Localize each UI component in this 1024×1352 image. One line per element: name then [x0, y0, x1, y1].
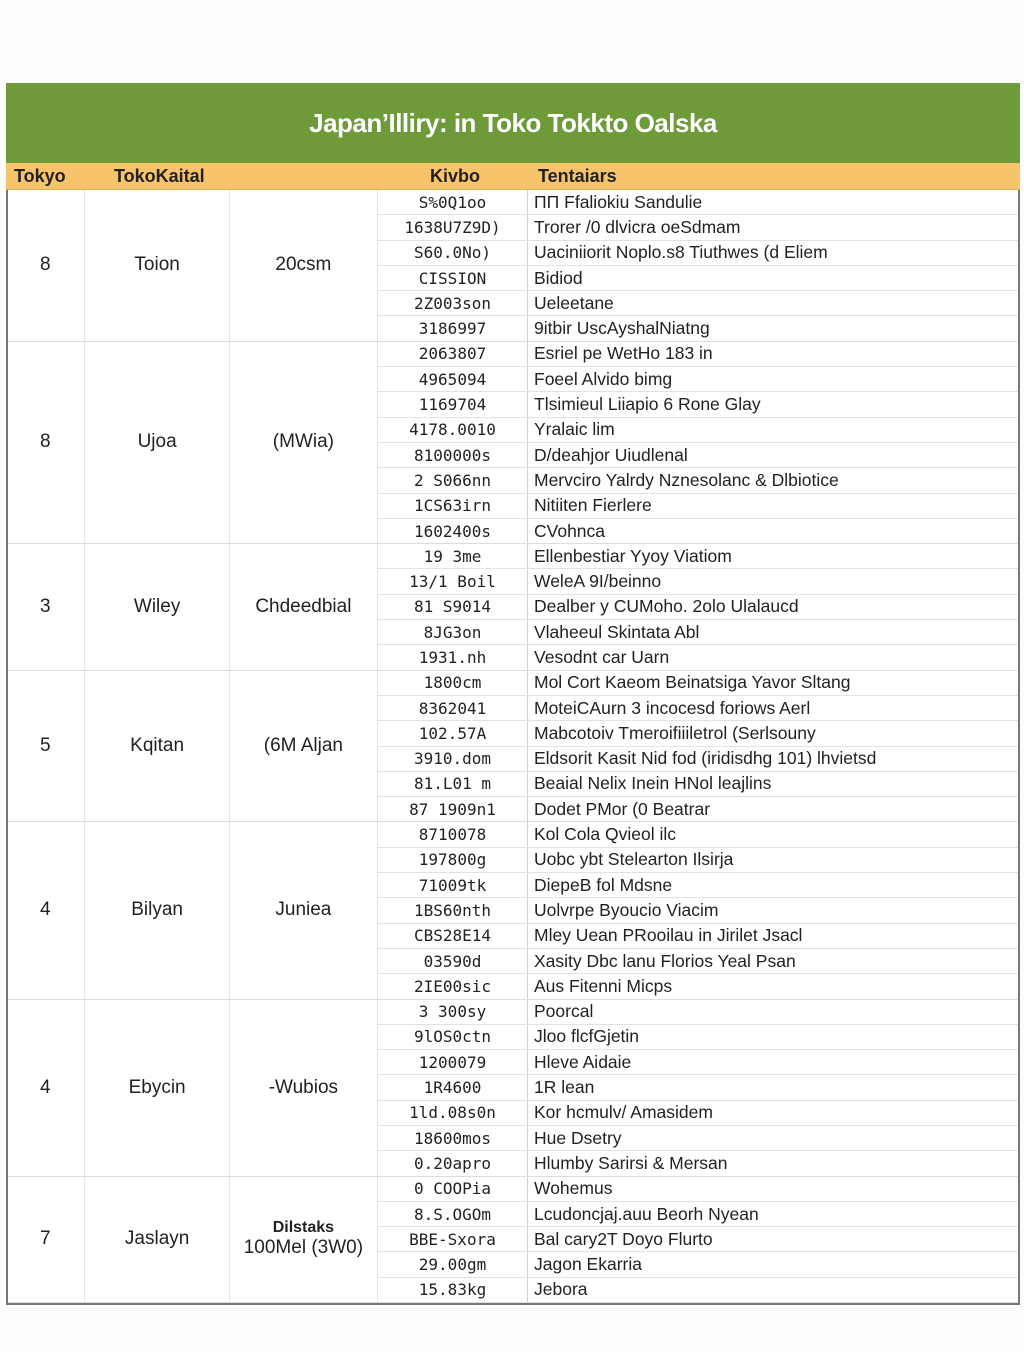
table-row: [378, 645, 1018, 669]
category-label: 20csm: [275, 254, 332, 276]
table-row: [378, 418, 1018, 443]
value-cell[interactable]: 1ld.08s0n: [378, 1101, 528, 1125]
group-id-cell[interactable]: 7: [8, 1177, 85, 1302]
value-cell[interactable]: 1602400s: [378, 519, 528, 543]
column-header-2[interactable]: TokoKaital: [114, 165, 205, 186]
value-cell[interactable]: 1638U7Z9D): [378, 215, 528, 239]
description-cell[interactable]: Ueleetane: [534, 292, 614, 313]
value-cell[interactable]: 2 S066nn: [378, 468, 528, 492]
value-cell[interactable]: 81 S9014: [378, 595, 528, 619]
group-id-cell[interactable]: 8: [8, 190, 85, 341]
description-cell[interactable]: Vesodnt car Uarn: [534, 646, 670, 667]
column-header-4[interactable]: Kivbo: [429, 165, 480, 186]
value-cell[interactable]: 29.00gm: [378, 1252, 528, 1276]
table-row: [378, 898, 1018, 923]
table-row: [378, 266, 1018, 291]
value-cell[interactable]: 8JG3on: [378, 620, 528, 644]
row-group: [8, 822, 1018, 999]
table-row: [378, 367, 1018, 392]
description-cell[interactable]: Esriel pe WetHo 183 in: [534, 343, 713, 364]
table-row: [378, 316, 1018, 340]
description-cell[interactable]: Mabcotoiv Tmeroifiiiletrol (Serlsouny: [534, 722, 816, 743]
group-category-cell[interactable]: [230, 1177, 378, 1302]
group-id-cell[interactable]: 8: [8, 342, 85, 543]
description-cell[interactable]: 9itbir UscAyshalNiatng: [534, 318, 710, 339]
value-cell[interactable]: S60.0No): [378, 241, 528, 265]
table-row: [378, 215, 1018, 240]
table-row: [378, 569, 1018, 594]
value-cell[interactable]: 15.83kg: [378, 1278, 528, 1302]
value-cell[interactable]: CISSION: [378, 266, 528, 290]
value-cell[interactable]: 0.20apro: [378, 1151, 528, 1175]
description-cell[interactable]: Aus Fitenni Micps: [534, 975, 673, 996]
table-row: [378, 1126, 1018, 1151]
table-row: [378, 241, 1018, 266]
group-id-cell[interactable]: 4: [8, 1000, 85, 1176]
description-cell[interactable]: Nitiiten Fierlere: [534, 495, 652, 516]
row-group: [8, 342, 1018, 544]
table-row: [378, 696, 1018, 721]
group-name-cell[interactable]: Kqitan: [85, 671, 229, 822]
table-row: [378, 924, 1018, 949]
group-name-cell[interactable]: Ebycin: [85, 1000, 229, 1176]
sub-rows: [378, 544, 1018, 669]
table-row: [378, 443, 1018, 468]
description-cell[interactable]: Dodet PMor (0 Beatrar: [534, 798, 711, 819]
row-group: [8, 190, 1018, 342]
value-cell[interactable]: BBE-Sxora: [378, 1227, 528, 1251]
value-cell[interactable]: CBS28E14: [378, 924, 528, 948]
category-label: Juniea: [275, 899, 332, 921]
description-cell[interactable]: Foeel Alvido bimg: [534, 368, 673, 389]
table-row: [378, 1050, 1018, 1075]
category-label: (MWia): [272, 431, 334, 453]
group-id-cell[interactable]: 4: [8, 822, 85, 998]
table-row: [378, 822, 1018, 847]
table-row: [378, 949, 1018, 974]
description-cell[interactable]: Mervciro Yalrdy Nznesolanc & Dlbiotice: [534, 469, 839, 490]
table-row: [378, 772, 1018, 797]
description-cell[interactable]: Bal cary2T Doyo Flurto: [534, 1228, 713, 1249]
group-name-cell[interactable]: Jaslayn: [85, 1177, 229, 1302]
description-cell[interactable]: Beaial Nelix Inein HNol leajlins: [534, 773, 772, 794]
table-row: [378, 747, 1018, 772]
description-cell[interactable]: Tlsimieul Liiapio 6 Rone Glay: [534, 394, 761, 415]
category-label: (6M Aljan: [263, 735, 343, 757]
table-row: [378, 494, 1018, 519]
description-cell[interactable]: Uobc ybt Stelearton Ilsirja: [534, 849, 734, 870]
group-category-cell[interactable]: [230, 342, 378, 543]
table-row: [378, 1000, 1018, 1025]
description-cell[interactable]: Poorcal: [534, 1001, 594, 1022]
description-cell[interactable]: Dealber y CUMoho. 2olo Ulalaucd: [534, 596, 799, 617]
value-cell[interactable]: 71009tk: [378, 873, 528, 897]
table-row: [378, 1202, 1018, 1227]
value-cell[interactable]: 2IE00sic: [378, 974, 528, 998]
description-cell[interactable]: Hue Dsetry: [534, 1127, 622, 1148]
value-cell[interactable]: 8362041: [378, 696, 528, 720]
value-cell[interactable]: 1200079: [378, 1050, 528, 1074]
table-row: [378, 291, 1018, 316]
description-cell[interactable]: CVohnca: [534, 520, 606, 541]
group-category-cell[interactable]: [230, 822, 378, 998]
row-group: [8, 1177, 1018, 1303]
value-cell[interactable]: 1R4600: [378, 1075, 528, 1099]
table-row: [378, 595, 1018, 620]
description-cell[interactable]: Uaciniiorit Noplo.s8 Tiuthwes (d Eliem: [534, 242, 828, 263]
group-name-cell[interactable]: Ujoa: [85, 342, 229, 543]
value-cell[interactable]: 1BS60nth: [378, 898, 528, 922]
value-cell[interactable]: 4178.0010: [378, 418, 528, 442]
table-row: [378, 671, 1018, 696]
description-cell[interactable]: DiepeB fol Mdsne: [534, 874, 673, 895]
description-cell[interactable]: Mol Cort Kaeom Beinatsiga Yavor Sltang: [534, 672, 851, 693]
description-cell[interactable]: Trorer /0 dlvicra oeSdmam: [534, 216, 741, 237]
value-cell[interactable]: 2Z003son: [378, 291, 528, 315]
description-cell[interactable]: Eldsorit Kasit Nid fod (iridisdhg 101) lhvietsd: [534, 748, 877, 769]
group-name-cell[interactable]: Bilyan: [85, 822, 229, 998]
table-row: [378, 1101, 1018, 1126]
table-row: [378, 1278, 1018, 1302]
value-cell[interactable]: 1CS63irn: [378, 494, 528, 518]
group-id-cell[interactable]: 3: [8, 544, 85, 669]
category-label: Chdeedbial: [255, 595, 352, 617]
value-cell[interactable]: 1169704: [378, 392, 528, 416]
group-name-cell[interactable]: Toion: [85, 190, 229, 341]
value-cell[interactable]: 18600mos: [378, 1126, 528, 1150]
description-cell[interactable]: Kor hcmulv/ Amasidem: [534, 1102, 713, 1123]
group-category-cell[interactable]: [230, 544, 378, 669]
value-cell[interactable]: 3186997: [378, 316, 528, 340]
table-body: [6, 190, 1020, 1305]
value-cell[interactable]: 1800cm: [378, 671, 528, 695]
description-cell[interactable]: Lcudoncjaj.auu Beorh Nyean: [534, 1203, 759, 1224]
description-cell[interactable]: Wohemus: [534, 1178, 613, 1199]
column-header-1[interactable]: Tokyo: [14, 165, 66, 186]
table-row: [378, 1227, 1018, 1252]
table-row: [378, 519, 1018, 543]
description-cell[interactable]: ΠΠ Ffaliokiu Sandulie: [534, 191, 703, 212]
table-row: [378, 1025, 1018, 1050]
value-cell[interactable]: 3 300sy: [378, 1000, 528, 1024]
sub-rows: [378, 822, 1018, 998]
value-cell[interactable]: 8.S.OGOm: [378, 1202, 528, 1226]
value-cell[interactable]: 8710078: [378, 822, 528, 846]
description-cell[interactable]: Vlaheeul Skintata Abl: [534, 621, 700, 642]
column-header-row: [6, 163, 1020, 190]
table-row: [378, 1177, 1018, 1202]
category-label: -Wubios: [268, 1076, 339, 1098]
page-title: Japan’Illiry: in Toko Tokkto Oalska: [309, 107, 717, 138]
description-cell[interactable]: Jloo flcfGjetin: [534, 1026, 640, 1047]
description-cell[interactable]: Xasity Dbc lanu Florios Yeal Psan: [534, 950, 796, 971]
description-cell[interactable]: Bidiod: [534, 267, 583, 288]
table-row: [378, 544, 1018, 569]
description-cell[interactable]: Yralaic lim: [534, 419, 615, 440]
table-row: [378, 974, 1018, 998]
table-row: [378, 1252, 1018, 1277]
value-cell[interactable]: 102.57A: [378, 721, 528, 745]
description-cell[interactable]: Mley Uean PRooilau in Jirilet Jsacl: [534, 925, 803, 946]
value-cell[interactable]: 9lOS0ctn: [378, 1025, 528, 1049]
description-cell[interactable]: Jebora: [534, 1279, 588, 1300]
group-category-cell[interactable]: [230, 671, 378, 822]
table-row: [378, 721, 1018, 746]
value-cell[interactable]: 81.L01 m: [378, 772, 528, 796]
table-row: [378, 873, 1018, 898]
value-cell[interactable]: S%0Q1oo: [378, 190, 528, 214]
category-label: 100Mel (3W0): [243, 1237, 364, 1259]
group-category-cell[interactable]: [230, 1000, 378, 1176]
sub-rows: [378, 342, 1018, 543]
row-group: [8, 671, 1018, 823]
table-row: [378, 392, 1018, 417]
table-row: [378, 468, 1018, 493]
value-cell[interactable]: 0 COOPia: [378, 1177, 528, 1201]
table-row: [378, 190, 1018, 215]
row-group: [8, 1000, 1018, 1177]
table-row: [378, 342, 1018, 367]
group-id-cell[interactable]: 5: [8, 671, 85, 822]
table-row: [378, 1151, 1018, 1175]
description-cell[interactable]: Kol Cola Qvieol ilc: [534, 824, 676, 845]
group-name-cell[interactable]: Wiley: [85, 544, 229, 669]
value-cell[interactable]: 197800g: [378, 848, 528, 872]
sub-rows: [378, 671, 1018, 822]
category-bold-label: Dilstaks: [272, 1219, 335, 1237]
description-cell[interactable]: Hleve Aidaie: [534, 1051, 632, 1072]
sub-rows: [378, 1000, 1018, 1176]
description-cell[interactable]: 1R lean: [534, 1077, 595, 1098]
value-cell[interactable]: 1931.nh: [378, 645, 528, 669]
row-group: [8, 544, 1018, 670]
description-cell[interactable]: Uolvrpe Byoucio Viacim: [534, 899, 719, 920]
description-cell[interactable]: D/deahjor Uiudlenal: [534, 444, 688, 465]
value-cell[interactable]: 3910.dom: [378, 747, 528, 771]
value-cell[interactable]: 2063807: [378, 342, 528, 366]
title-bar: [6, 83, 1020, 163]
value-cell[interactable]: 13/1 Boil: [378, 569, 528, 593]
column-header-5[interactable]: Tentaiars: [538, 165, 617, 186]
description-cell[interactable]: Jagon Ekarria: [534, 1254, 642, 1275]
description-cell[interactable]: MoteiCAurn 3 incocesd foriows Aerl: [534, 697, 811, 718]
value-cell[interactable]: 03590d: [378, 949, 528, 973]
description-cell[interactable]: WeleA 9I/beinno: [534, 571, 662, 592]
description-cell[interactable]: Ellenbestiar Yyoy Viatiom: [534, 545, 732, 566]
sub-rows: [378, 190, 1018, 341]
group-category-cell[interactable]: [230, 190, 378, 341]
table-row: [378, 797, 1018, 821]
table-row: [378, 1075, 1018, 1100]
value-cell[interactable]: 4965094: [378, 367, 528, 391]
spreadsheet: [6, 83, 1020, 1305]
table-row: [378, 620, 1018, 645]
value-cell[interactable]: 8100000s: [378, 443, 528, 467]
description-cell[interactable]: Hlumby Sarirsi & Mersan: [534, 1152, 728, 1173]
table-row: [378, 848, 1018, 873]
sub-rows: [378, 1177, 1018, 1302]
value-cell[interactable]: 87 1909n1: [378, 797, 528, 821]
value-cell[interactable]: 19 3me: [378, 544, 528, 568]
